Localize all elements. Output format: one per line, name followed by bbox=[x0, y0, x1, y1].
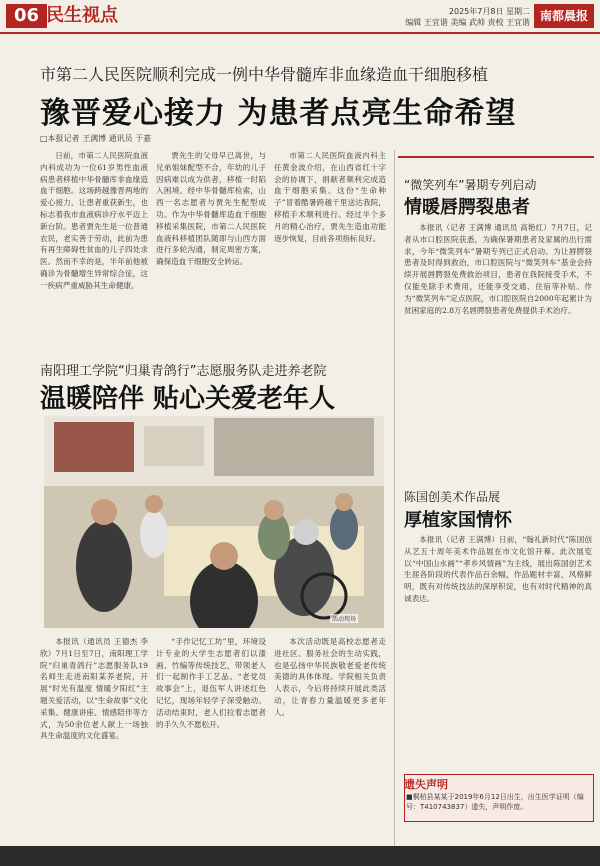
lead-headline: 豫晋爱心接力 为患者点亮生命希望 bbox=[40, 96, 517, 131]
right2-headline: 厚植家国情怀 bbox=[404, 510, 512, 531]
header-meta bbox=[405, 6, 530, 28]
lead-col-1-text: 日前，市第二人民医院血液内科成功为一位61岁男性血液病患者移植中华骨髓库非血缘造血干细胞。这场跨越豫晋两地的爱心接力，让患者重获新生，也标志着我市血液病诊疗水平迈上新台阶。患者贾先生是一位普通农民，老实善于劳动，此前为患有再生障碍性贫血的儿子四处求医。然而不幸的是，半年前他被确诊为骨髓增生异常综合征，这一疾病严重威胁其生命健康。 bbox=[40, 151, 148, 290]
middle-col-1 bbox=[40, 636, 148, 842]
notice-body: ■桐柏县某某于2019年6月12日出生，出生医学证明（编号：T410743837）遗失，声明作废。 bbox=[406, 793, 584, 811]
middle-col-3-text: 本次活动既是高校志愿者走进社区、服务社会的生动实践，也是弘扬中华民族敬老爱老传统美德的具体体现。学院相关负责人表示，今后将持续开展此类活动，让青春力量温暖更多老年人。 bbox=[274, 637, 386, 717]
lead-kicker: 市第二人民医院顺利完成一例中华骨髓库非血缘造血干细胞移植 bbox=[40, 65, 489, 84]
date-line: 2025年7月8日 星期二 bbox=[448, 7, 530, 16]
right1-body bbox=[404, 222, 592, 478]
lead-col-3-text: 市第二人民医院血液内科主任黄金波介绍，在山西省红十字会的协调下，捐献者顺利完成造血干细胞采集。这份“生命种子”冒着酷暑跨越千里送达我院，移植手术顺利进行。经过半个多月的精心治疗，贾先生造血功能逐步恢复，目前各项指标良好。 bbox=[274, 151, 386, 243]
page-number: 06 bbox=[6, 4, 47, 28]
bottom-frame bbox=[0, 846, 600, 866]
right2-body bbox=[404, 534, 592, 766]
editors-line: 编辑 王宜谐 美编 武帅 责校 王宜谐 bbox=[405, 18, 530, 27]
right1-body-text: 本报讯（记者 王满博 通讯员 高艳红）7月7日，记者从市口腔医院获悉，为确保暑期患者及家属的出行需求，今年“微笑列车”暑期专列已正式启动。为让唇腭裂患者及时得到救治，市口腔医院与“微笑列车”基金会持续开展唇腭裂免费救治项目，患者在我院接受手术，不仅能免除手术费用，还能享受交通、住宿等补贴。作为“微笑列车”定点医院，市口腔医院自2000年起累计为贫困家庭的2.8万名唇腭裂患者免费提供手术治疗。 bbox=[404, 223, 592, 315]
page-header bbox=[0, 0, 600, 34]
right2-kicker: 陈国创美术作品展 bbox=[404, 490, 501, 504]
right2-body-text: 本报讯（记者 王满博）日前，“翰礼新时代”陈国创从艺五十周年美术作品展在市文化馆开幕。此次展览以“中国山水画”“孝乡风情画”为主线，展出陈国创艺术生涯各阶段的代表作品百余幅，作品题材丰富，风格鲜明，既有对传统技法的深厚积淀，也有对时代精神的真诚表达。 bbox=[404, 535, 592, 603]
middle-col-3 bbox=[274, 636, 386, 842]
right-top-rule bbox=[398, 156, 594, 158]
middle-headline: 温暖陪伴 贴心关爱老年人 bbox=[40, 384, 336, 414]
notice-title: 遗失声明 bbox=[404, 778, 448, 791]
middle-col-2 bbox=[156, 636, 266, 842]
middle-kicker: 南阳理工学院“归巢青鸽行”志愿服务队走进养老院 bbox=[40, 364, 327, 379]
lead-col-3 bbox=[274, 150, 386, 346]
photo-caption: 活动现场 bbox=[332, 616, 357, 623]
middle-col-1-text: 本报讯（通讯员 王德杰 李欣）7月1日至7日，南阳理工学院“归巢青鸽行”志愿服务队19名师生走进南阳某养老院，开展“时光有温度 情暖夕阳红”主题关爱活动，以“生命故事”文化采集、健康讲座、情感陪伴等方式，为50余位老人献上一场独具生命温度的文化盛宴。 bbox=[40, 637, 148, 741]
brand-logo: 南都晨报 bbox=[534, 4, 594, 28]
lead-col-2 bbox=[156, 150, 266, 346]
event-photo-illustration bbox=[44, 416, 384, 628]
column-divider bbox=[394, 150, 395, 856]
section-title: 民生视点 bbox=[46, 5, 118, 26]
right1-headline: 情暖唇腭裂患者 bbox=[404, 197, 530, 218]
lead-col-1 bbox=[40, 150, 148, 346]
event-photo bbox=[44, 416, 384, 628]
middle-col-2-text: “手作记忆工坊”里，环境设计专业的大学生志愿者们以漆画、竹编等传统技艺，带领老人们一起制作手工艺品。“老党员故事会”上，退伍军人讲述红色记忆，现场年轻学子深受触动。活动结束时，老人们拉着志愿者的手久久不愿松开。 bbox=[156, 637, 266, 729]
lead-col-2-text: 贾先生的父母早已离世，与兄弟姐妹配型不合，年幼的儿子因病难以成为供者，移植一时陷入困境。经中华骨髓库检索，山西一名志愿者与贾先生配型成功。作为中华骨髓库造血干细胞移植采集医院，市第二人民医院血液科移植团队随即与山西方面进行多轮沟通，制定周密方案，确保造血干细胞安全转运。 bbox=[156, 151, 266, 267]
right1-kicker: “微笑列车”暑期专列启动 bbox=[404, 178, 537, 192]
lead-byline: □本报记者 王满博 通讯员 于嘉 bbox=[40, 134, 152, 143]
